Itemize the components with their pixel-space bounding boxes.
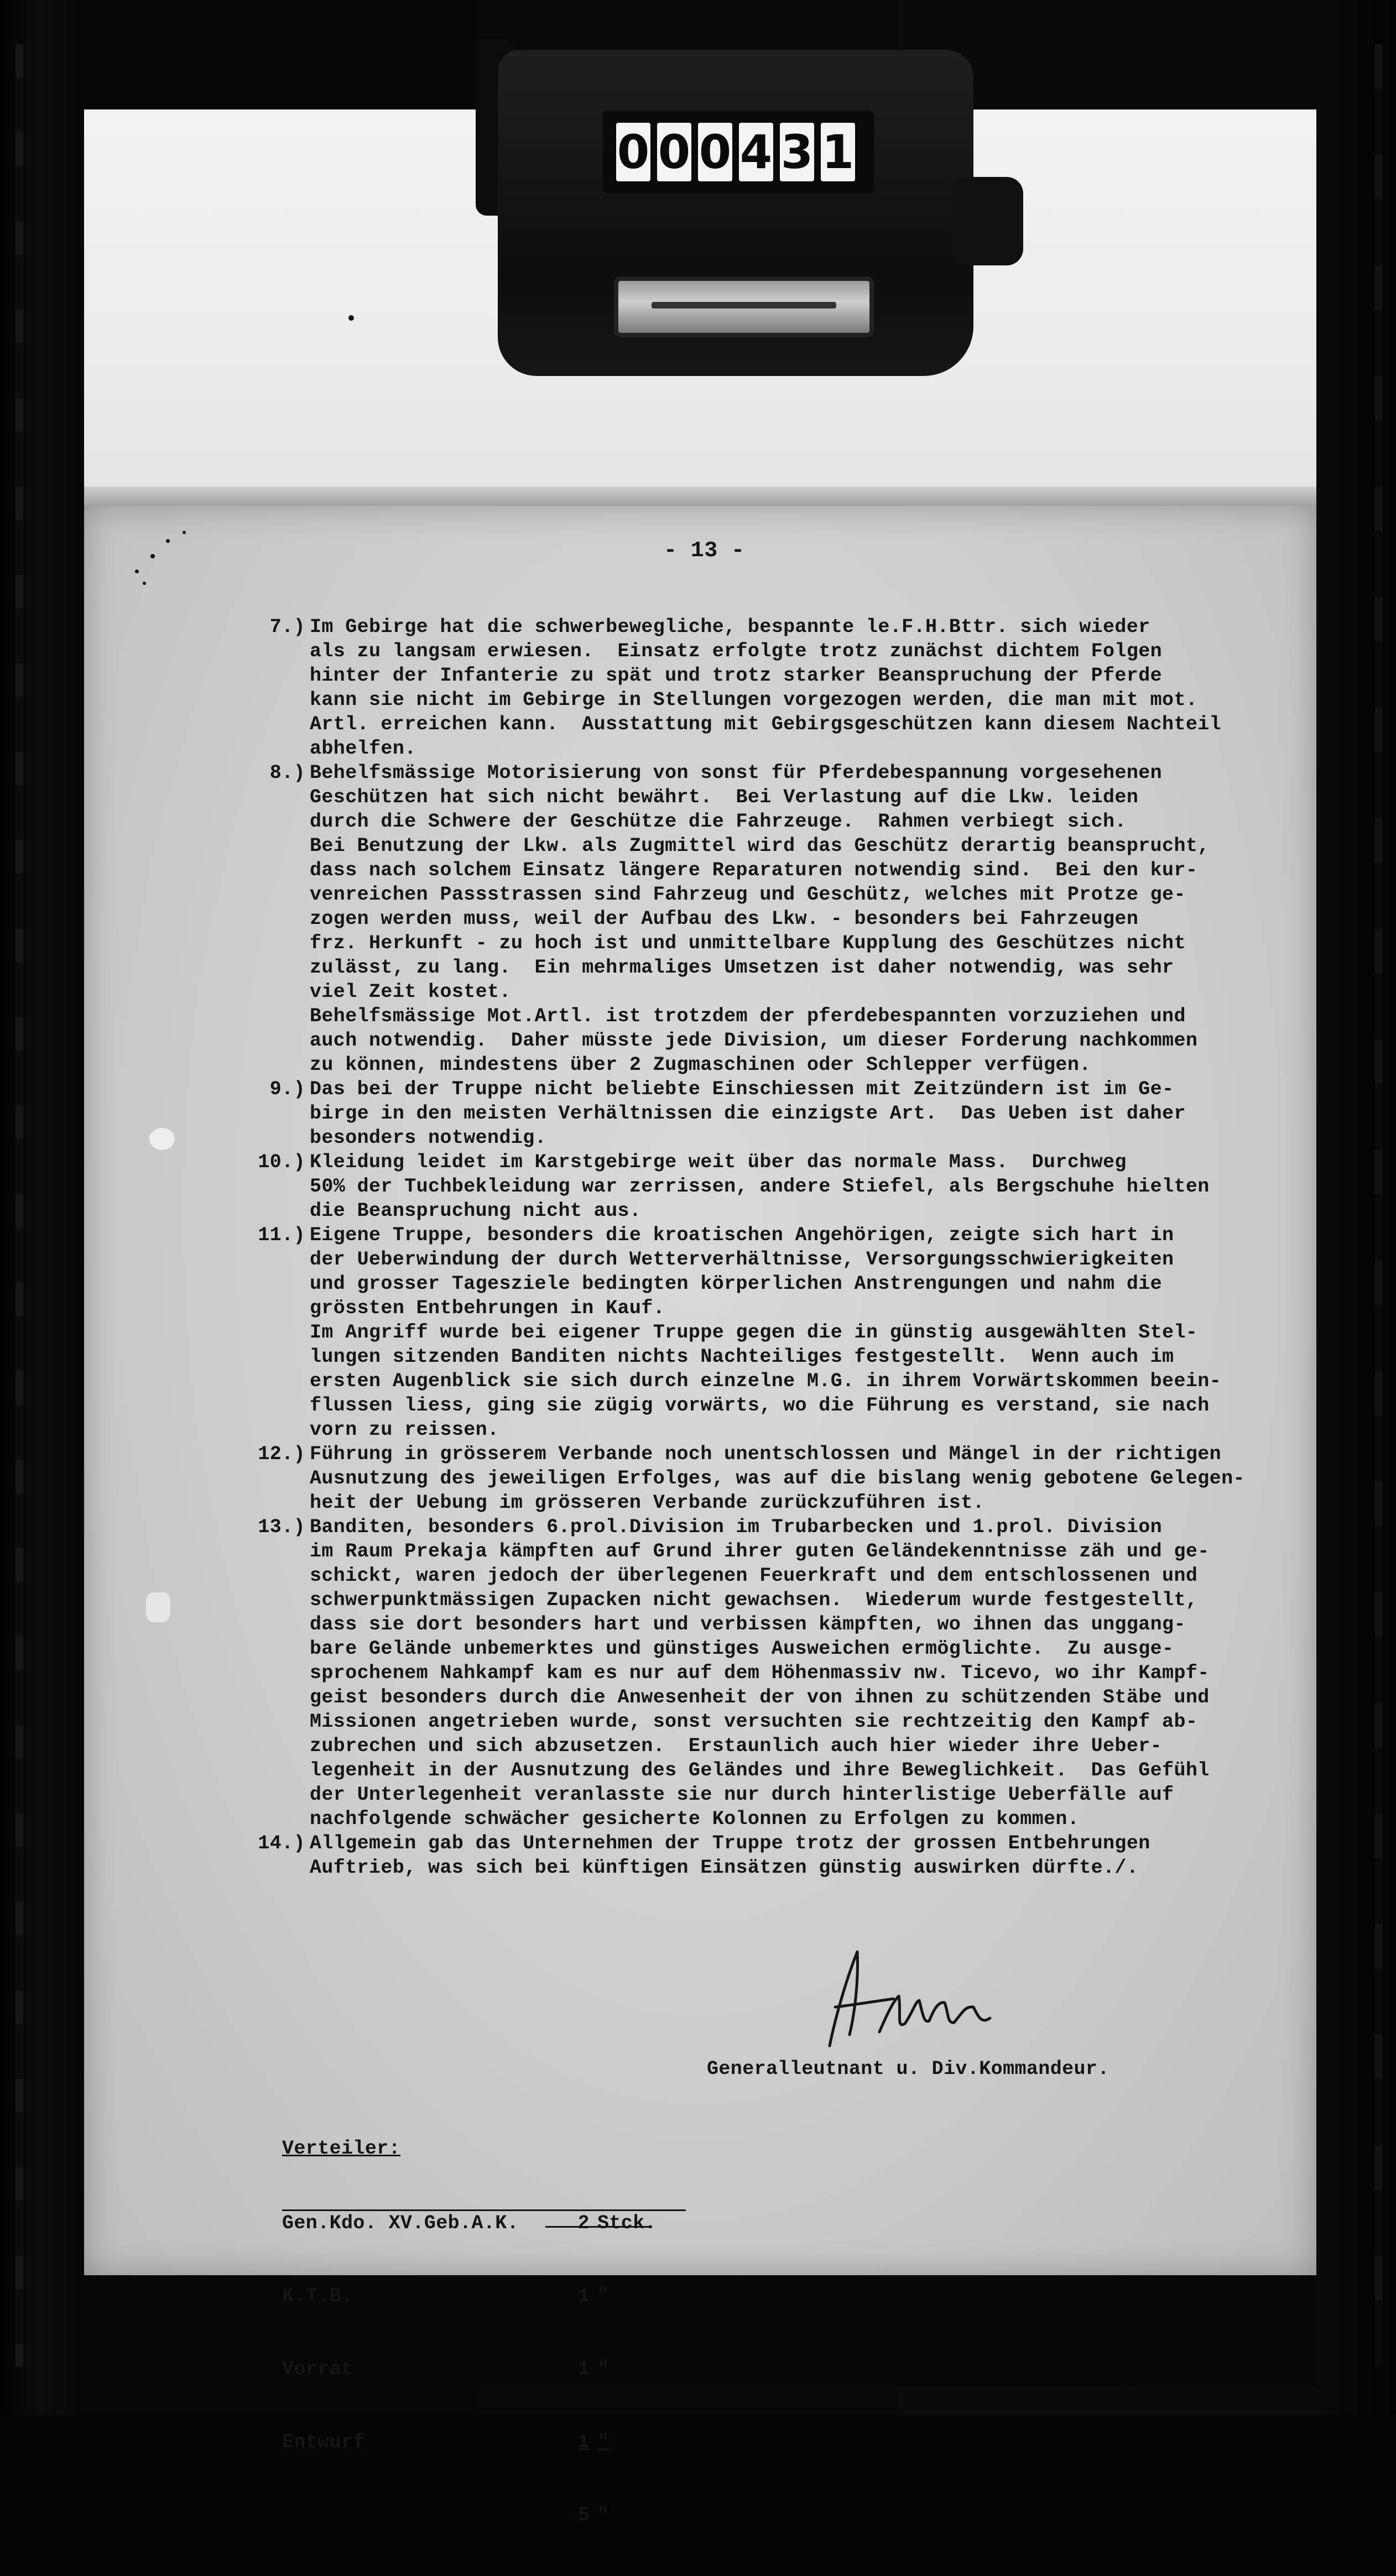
film-edge-left	[15, 44, 23, 2366]
page-number: - 13 -	[664, 539, 745, 563]
item-text-line: Artl. erreichen kann. Ausstattung mit Gebirgsgeschützen kann diesem Nachteil	[310, 713, 1222, 735]
copy-unit: "	[597, 2285, 610, 2307]
counter-digit: 3	[780, 123, 814, 181]
item-text-line: zogen werden muss, weil der Aufbau des Lkw. - besonders bei Fahrzeugen	[310, 908, 1139, 930]
report-item	[258, 1223, 1245, 1442]
handwritten-signature	[796, 1941, 996, 2062]
film-bottom	[84, 2275, 1316, 2386]
scan-speck	[183, 531, 186, 534]
item-number: 9.)	[269, 1078, 305, 1100]
distribution-heading: Verteiler:	[282, 2138, 401, 2160]
scan-hole	[146, 1592, 170, 1622]
item-text-line: der Unterlegenheit veranlasste sie nur durch hinterlistige Ueberfälle auf	[310, 1784, 1174, 1806]
item-text-line: legenheit in der Ausnutzung des Geländes und ihre Beweglichkeit. Das Gefühl	[310, 1759, 1210, 1781]
film-edge-right	[1375, 44, 1383, 2366]
item-text-line: viel Zeit kostet.	[310, 981, 511, 1003]
item-text-line: zu können, mindestens über 2 Zugmaschinen oder Schlepper verfügen.	[310, 1054, 1091, 1076]
report-item	[258, 1150, 1245, 1223]
copy-count: 1	[577, 2285, 590, 2307]
item-text-line: Auftrieb, was sich bei künftigen Einsätzen günstig auswirken dürfte./.	[310, 1857, 1139, 1879]
report-item	[258, 1831, 1245, 1880]
item-text-line: sprochenem Nahkampf kam es nur auf dem Höhenmassiv nw. Ticevo, wo ihr Kampf-	[310, 1662, 1210, 1684]
copy-unit: "	[597, 2431, 610, 2453]
item-text-line: geist besonders durch die Anwesenheit der von ihnen zu schützenden Stäbe und	[310, 1686, 1210, 1708]
item-text-line: schwerpunktmässigen Zupacken nicht gewachsen. Wiederum wurde festgestellt,	[310, 1589, 1198, 1611]
item-text-line: Führung in grösserem Verbande noch unentschlossen und Mängel in der richtigen	[310, 1443, 1222, 1465]
item-text-line: besonders notwendig.	[310, 1127, 547, 1149]
recipient-name: Vorrat	[282, 2358, 353, 2380]
item-number: 12.)	[258, 1443, 305, 1465]
total-count: 5	[577, 2504, 590, 2526]
total-underline	[545, 2226, 650, 2228]
distribution-row	[282, 2284, 686, 2308]
copy-unit: Stck.	[597, 2212, 657, 2234]
item-text-line: hinter der Infanterie zu spät und trotz starker Beanspruchung der Pferde	[310, 665, 1163, 687]
item-text-line: Bei Benutzung der Lkw. als Zugmittel wird das Geschütz derartig beansprucht,	[310, 835, 1210, 857]
counter-knob	[951, 177, 1023, 265]
distribution-list	[282, 2088, 686, 2576]
copy-count: 1	[577, 2358, 590, 2380]
report-item	[269, 1077, 1245, 1150]
item-text-line: Missionen angetrieben wurde, sonst versuchten sie rechtzeitig den Kampf ab-	[310, 1711, 1198, 1733]
recipient-name: Entwurf	[282, 2431, 365, 2453]
item-text-line: durch die Schwere der Geschütze die Fahrzeuge. Rahmen verbiegt sich.	[310, 811, 1127, 833]
item-number: 11.)	[258, 1224, 305, 1246]
item-number: 7.)	[269, 616, 305, 638]
recipient-name: K.T.B.	[282, 2285, 353, 2307]
item-text-line: Im Gebirge hat die schwerbewegliche, bespannte le.F.H.Bttr. sich wieder	[310, 616, 1150, 638]
item-text-line: Geschützen hat sich nicht bewährt. Bei Verlastung auf die Lkw. leiden	[310, 786, 1139, 808]
item-text-line: Ausnutzung des jeweiligen Erfolges, was auf die bislang wenig gebotene Gelegen-	[310, 1467, 1245, 1490]
item-text-line: im Raum Prekaja kämpften auf Grund ihrer guten Geländekenntnisse zäh und ge-	[310, 1540, 1210, 1563]
scan-speck	[348, 315, 354, 321]
item-number: 13.)	[258, 1516, 305, 1538]
item-text-line: Behelfsmässige Motorisierung von sonst für Pferdebespannung vorgesehenen	[310, 762, 1163, 784]
item-number: 14.)	[258, 1832, 305, 1854]
item-text-line: auch notwendig. Daher müsste jede Division, um dieser Forderung nachkommen	[310, 1030, 1198, 1052]
item-text-line: birge in den meisten Verhältnissen die einzigste Art. Das Ueben ist daher	[310, 1102, 1186, 1125]
item-text-line: und grosser Tagesziele bedingten körperlichen Anstrengungen und nahm die	[310, 1273, 1163, 1295]
item-text-line: nachfolgende schwächer gesicherte Kolonnen zu Erfolgen zu kommen.	[310, 1808, 1080, 1830]
recipient-name: Gen.Kdo. XV.Geb.A.K.	[282, 2212, 519, 2234]
item-text-line: 50% der Tuchbekleidung war zerrissen, andere Stiefel, als Bergschuhe hielten	[310, 1175, 1210, 1198]
item-text-line: Eigene Truppe, besonders die kroatischen Angehörigen, zeigte sich hart in	[310, 1224, 1174, 1246]
distribution-row	[282, 2357, 686, 2381]
item-text-line: der Ueberwindung der durch Wetterverhältnisse, Versorgungsschwierigkeiten	[310, 1248, 1174, 1271]
item-text-line: kann sie nicht im Gebirge in Stellungen vorgezogen werden, die man mit mot.	[310, 689, 1198, 711]
scan-speck	[143, 582, 146, 585]
item-text-line: zulässt, zu lang. Ein mehrmaliges Umsetzen ist daher notwendig, was sehr	[310, 957, 1174, 979]
item-text-line: frz. Herkunft - zu hoch ist und unmittelbare Kupplung des Geschützes nicht	[310, 932, 1186, 954]
item-text-line: ersten Augenblick sie sich durch einzelne M.G. in ihrem Vorwärtskommen beein-	[310, 1370, 1222, 1392]
report-body	[258, 615, 1245, 1880]
counter-digit: 1	[821, 123, 855, 181]
item-text-line: Kleidung leidet im Karstgebirge weit über das normale Mass. Durchweg	[310, 1151, 1127, 1173]
report-item	[258, 1515, 1245, 1831]
counter-digit: 0	[616, 123, 650, 181]
item-text-line: Allgemein gab das Unternehmen der Truppe trotz der grossen Entbehrungen	[310, 1832, 1150, 1854]
item-text-line: vorn zu reissen.	[310, 1419, 499, 1441]
signer-title: Generalleutnant u. Div.Kommandeur.	[707, 2058, 1109, 2080]
item-text-line: Banditen, besonders 6.prol.Division im Trubarbecken und 1.prol. Division	[310, 1516, 1163, 1538]
item-number: 10.)	[258, 1151, 305, 1173]
frame-divider	[84, 487, 1316, 509]
frame-counter-device	[476, 39, 1051, 393]
item-text-line: venreichen Passstrassen sind Fahrzeug und Geschütz, welches mit Protze ge-	[310, 884, 1186, 906]
report-item	[269, 615, 1245, 761]
item-text-line: abhelfen.	[310, 738, 416, 760]
total-spacer	[282, 2503, 564, 2527]
item-text-line: lungen sitzenden Banditen nichts Nachteiliges festgestellt. Wenn auch im	[310, 1346, 1174, 1368]
counter-display	[603, 111, 874, 194]
report-item	[258, 1442, 1245, 1515]
item-text-line: grössten Entbehrungen in Kauf.	[310, 1297, 665, 1319]
scan-speck	[135, 569, 139, 573]
item-text-line: Behelfsmässige Mot.Artl. ist trotzdem der pferdebespannten vorzuziehen und	[310, 1005, 1186, 1027]
item-text-line: als zu langsam erwiesen. Einsatz erfolgte trotz zunächst dichtem Folgen	[310, 640, 1163, 662]
item-text-line: bare Gelände unbemerktes und günstiges Ausweichen ermöglichte. Zu ausge-	[310, 1638, 1174, 1660]
total-unit: "	[597, 2504, 610, 2526]
counter-digit: 4	[739, 123, 773, 181]
item-text-line: flussen liess, ging sie zügig vorwärts, wo die Führung es verstand, sie nach	[310, 1394, 1210, 1417]
report-item	[269, 761, 1245, 1077]
item-text-line: dass sie dort besonders hart und verbissen kämpften, wo ihnen das unggang-	[310, 1613, 1186, 1636]
copy-count: 2	[577, 2212, 590, 2234]
counter-digit: 0	[698, 123, 732, 181]
copy-unit: "	[597, 2358, 610, 2380]
item-text-line: die Beanspruchung nicht aus.	[310, 1200, 642, 1222]
scan-speck	[166, 539, 170, 543]
counter-digit: 0	[657, 123, 691, 181]
item-text-line: schickt, waren jedoch der überlegenen Feuerkraft und dem entschlossenen und	[310, 1565, 1198, 1587]
item-text-line: Das bei der Truppe nicht beliebte Einschiessen mit Zeitzündern ist im Ge-	[310, 1078, 1174, 1100]
distribution-row	[282, 2430, 686, 2454]
item-text-line: zubrechen und sich abzusetzen. Erstaunlich auch hier wieder ihre Ueber-	[310, 1735, 1163, 1757]
counter-plate	[614, 276, 874, 337]
item-text-line: Im Angriff wurde bei eigener Truppe gegen die in günstig ausgewählten Stel-	[310, 1321, 1198, 1344]
item-text-line: heit der Uebung im grösseren Verbande zurückzuführen ist.	[310, 1492, 985, 1514]
distribution-row	[282, 2209, 686, 2235]
distribution-total	[282, 2503, 686, 2527]
copy-count: 1	[577, 2431, 590, 2453]
item-number: 8.)	[269, 762, 305, 784]
item-text-line: dass nach solchem Einsatz längere Reparaturen notwendig sind. Bei den kur-	[310, 859, 1198, 881]
scan-hole	[149, 1128, 175, 1150]
scan-speck	[150, 554, 155, 558]
